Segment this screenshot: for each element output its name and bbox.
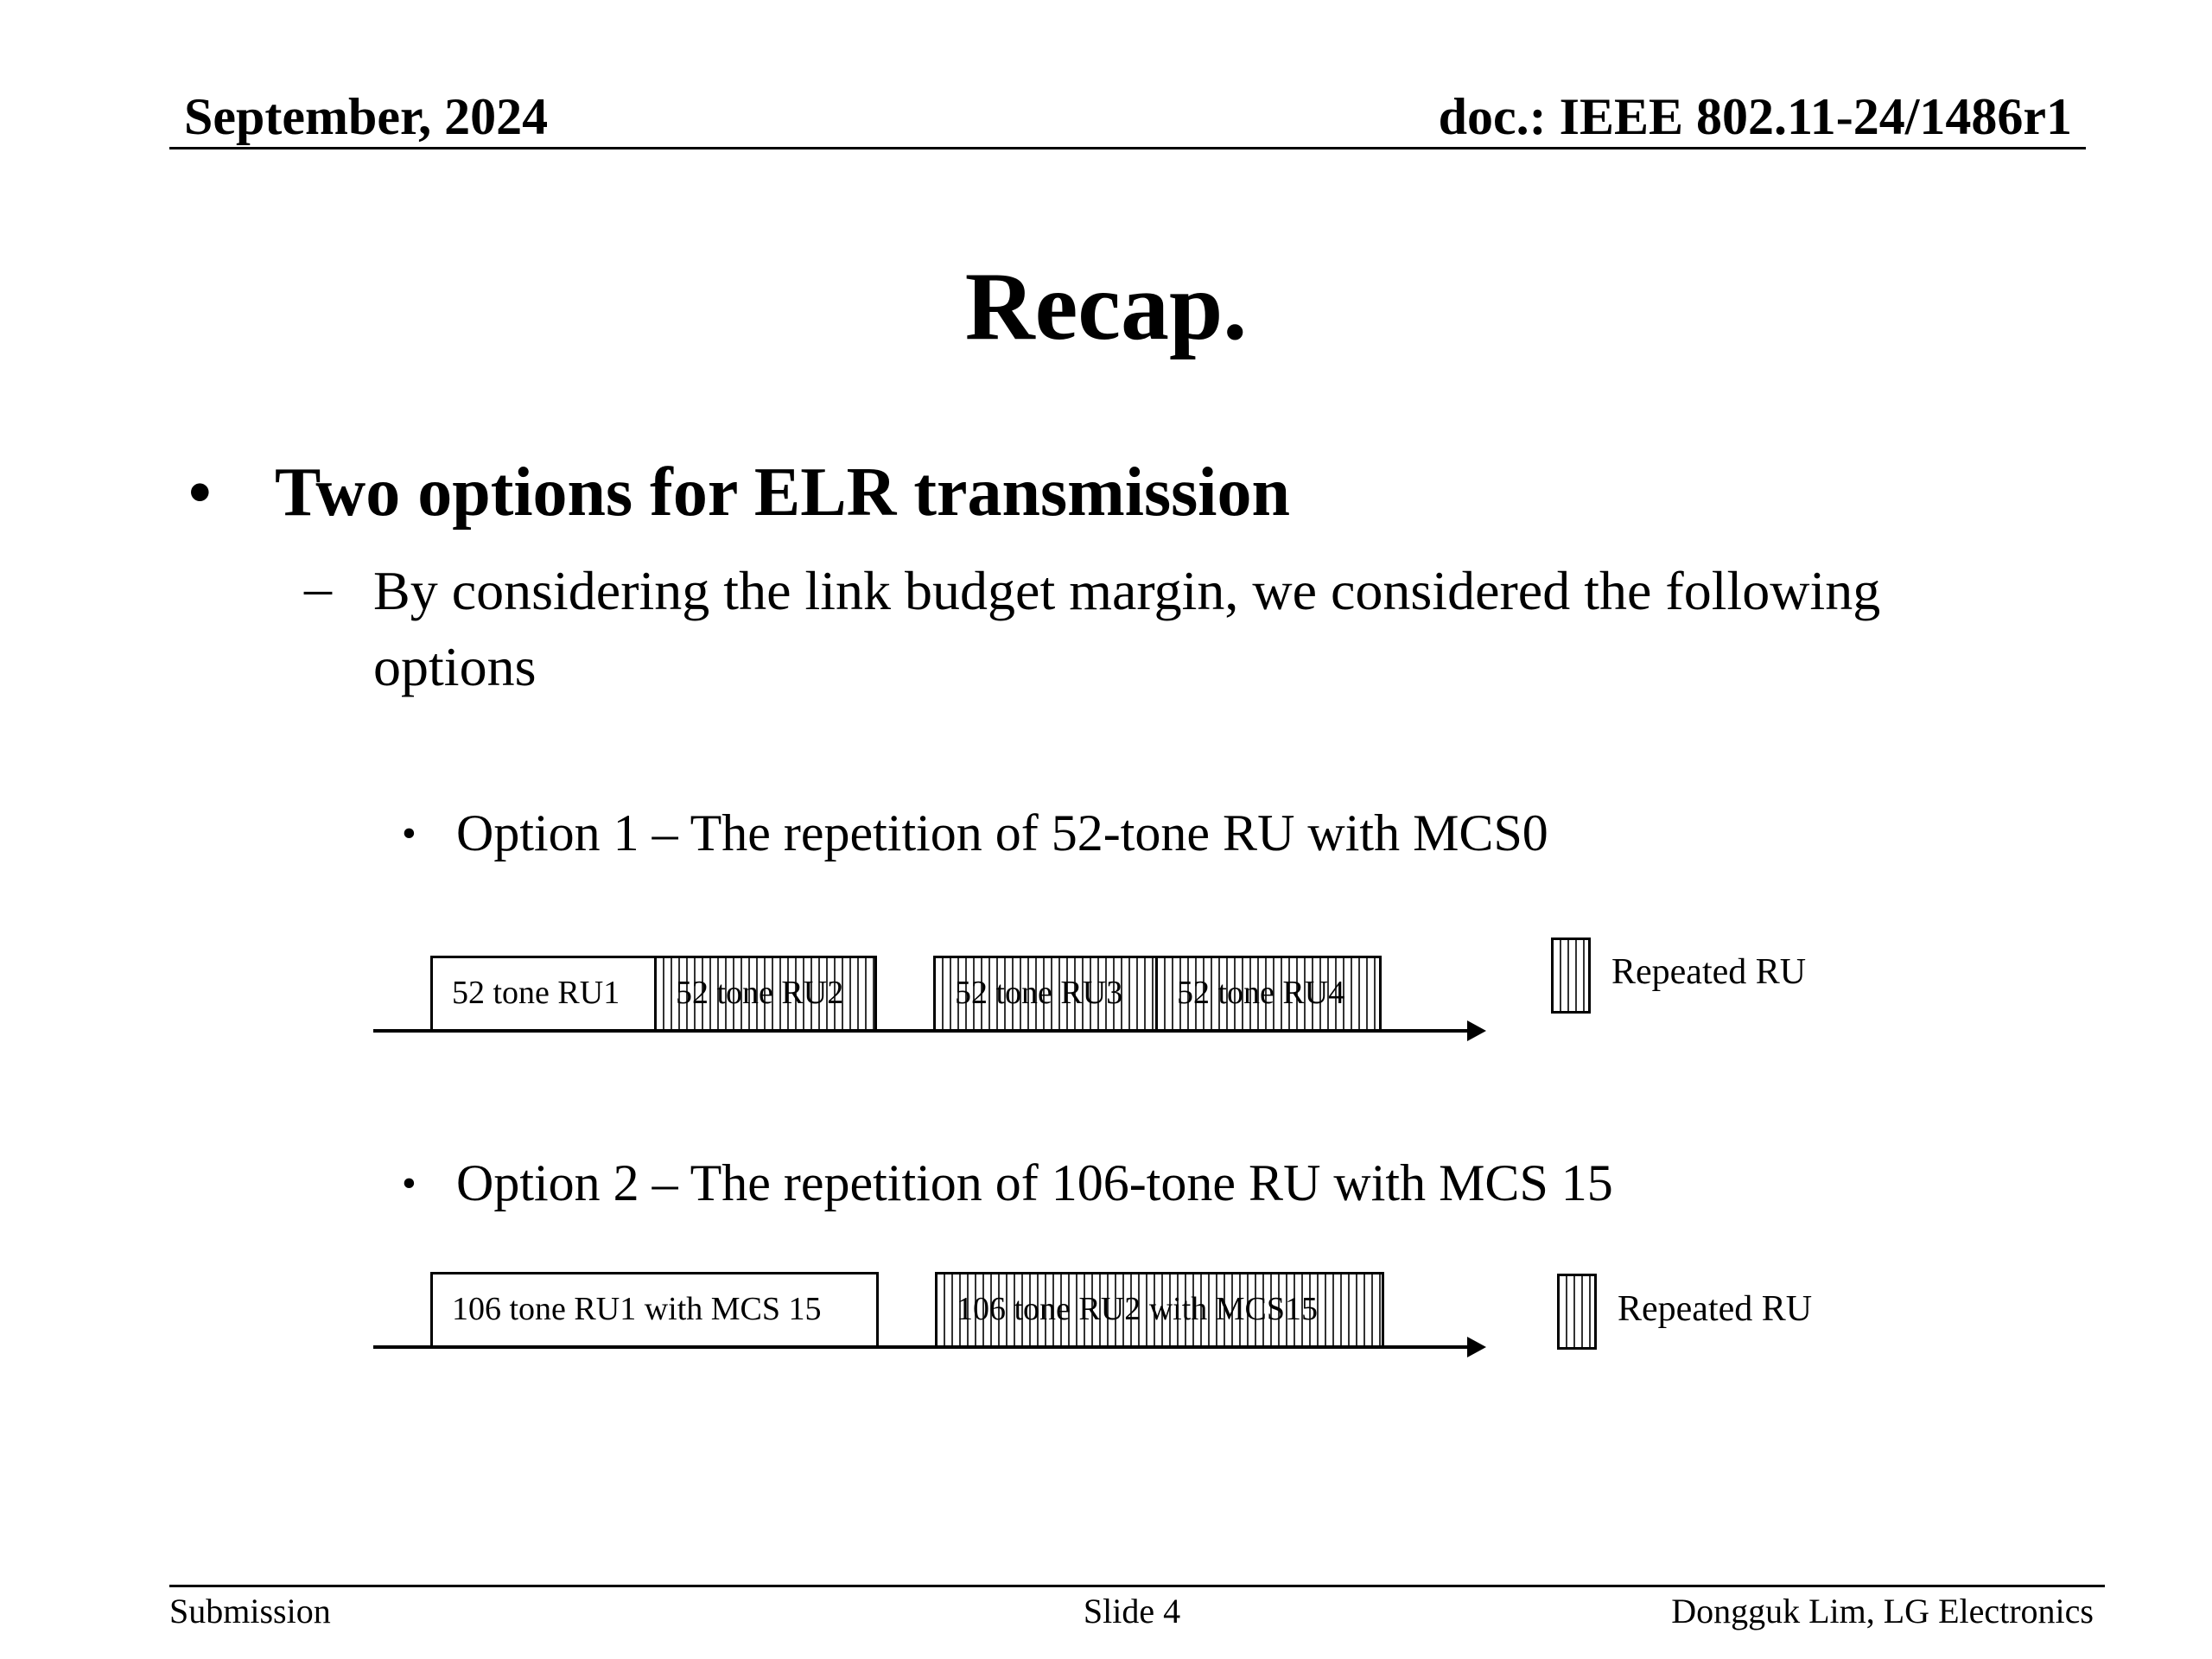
option1-text: Option 1 – The repetition of 52-tone RU with MCS0 bbox=[456, 804, 1548, 861]
option2-ru-block-repeated bbox=[935, 1272, 1384, 1348]
header-divider bbox=[169, 147, 2086, 149]
footer-author: Dongguk Lim, LG Electronics bbox=[1671, 1592, 2094, 1630]
footer-slide-number: Slide 4 bbox=[1083, 1592, 1181, 1630]
option2-ru-block bbox=[430, 1272, 879, 1348]
option2-axis-arrowhead bbox=[1467, 1337, 1486, 1357]
option1-marker: • bbox=[402, 810, 416, 856]
option2-marker: • bbox=[402, 1160, 416, 1206]
option2-legend-swatch bbox=[1557, 1274, 1597, 1350]
option1-ru-block-repeated bbox=[654, 956, 877, 1032]
bullet-marker: • bbox=[188, 456, 212, 529]
ru-label: 52 tone RU2 bbox=[676, 975, 844, 1011]
option1-ru-block-repeated bbox=[933, 956, 1158, 1032]
ru-label: 106 tone RU2 with MCS15 bbox=[957, 1291, 1319, 1327]
header-date: September, 2024 bbox=[184, 88, 549, 145]
sub-bullet-text: By considering the link budget margin, we considered the following options bbox=[373, 560, 1881, 697]
slide-title: Recap. bbox=[964, 253, 1248, 360]
sub-bullet-marker: – bbox=[304, 556, 332, 618]
option1-time-axis bbox=[373, 1029, 1471, 1033]
option1-legend-swatch bbox=[1551, 938, 1591, 1014]
option1-ru-block-repeated bbox=[1155, 956, 1382, 1032]
option2-legend-label: Repeated RU bbox=[1618, 1289, 1813, 1329]
option1-axis-arrowhead bbox=[1467, 1020, 1486, 1041]
ru-label: 106 tone RU1 with MCS 15 bbox=[452, 1291, 822, 1327]
option2-time-axis bbox=[373, 1345, 1471, 1349]
option2-text: Option 2 – The repetition of 106-tone RU with MCS 15 bbox=[456, 1154, 1613, 1211]
footer-submission: Submission bbox=[169, 1592, 331, 1630]
option1-ru-block bbox=[430, 956, 657, 1032]
ru-label: 52 tone RU3 bbox=[955, 975, 1123, 1011]
ru-label: 52 tone RU4 bbox=[1177, 975, 1345, 1011]
option1-legend-label: Repeated RU bbox=[1611, 952, 1807, 992]
ru-label: 52 tone RU1 bbox=[452, 975, 620, 1011]
footer-divider bbox=[169, 1585, 2105, 1587]
bullet-text: Two options for ELR transmission bbox=[275, 454, 1290, 531]
header-doc-id: doc.: IEEE 802.11-24/1486r1 bbox=[1438, 88, 2072, 145]
